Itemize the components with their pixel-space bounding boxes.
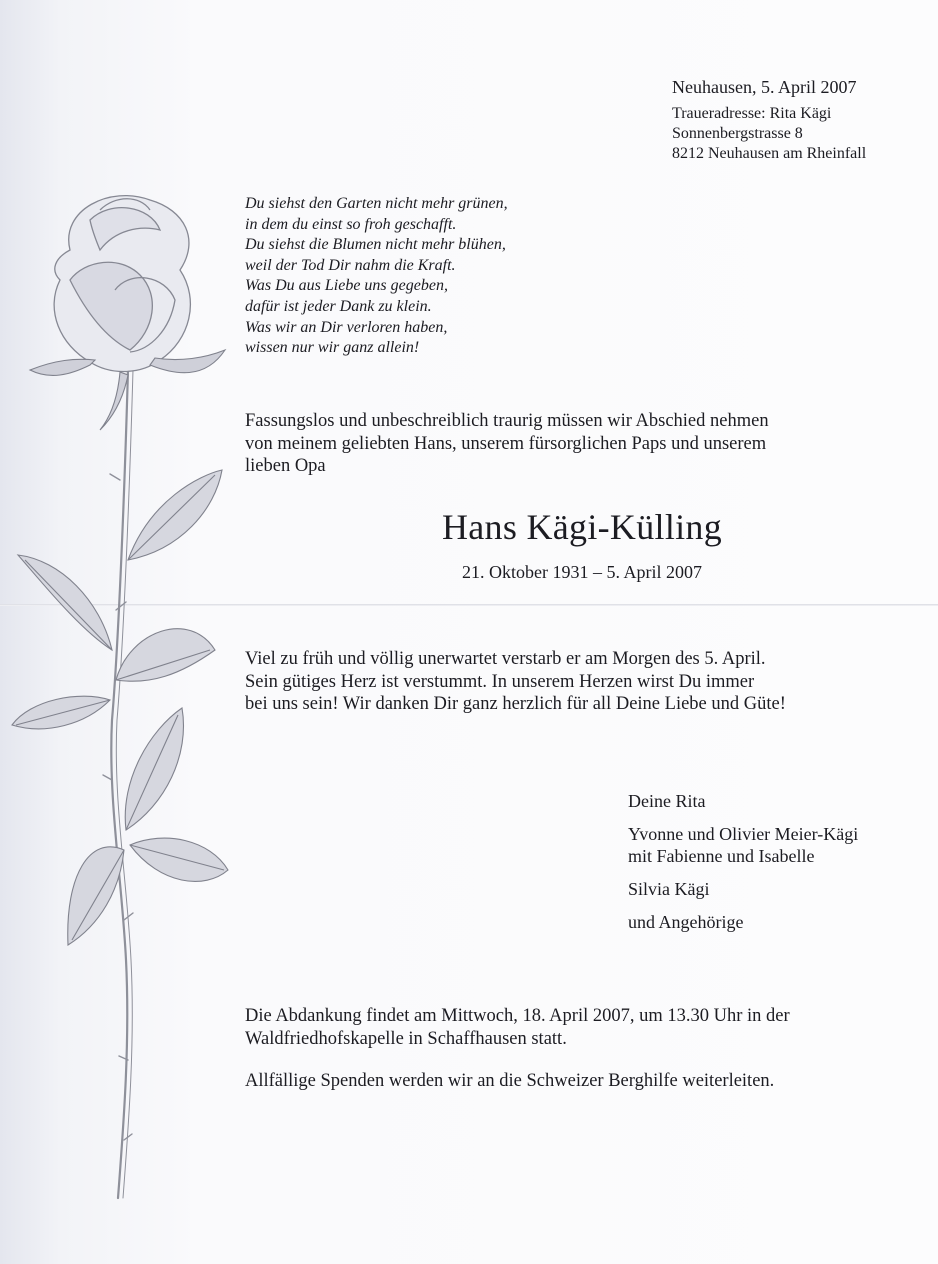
mourner-group xyxy=(628,790,928,812)
poem-line: dafür ist jeder Dank zu klein. xyxy=(245,297,432,315)
address-line: Sonnenbergstrasse 8 xyxy=(672,125,803,142)
donation-note: Allfällige Spenden werden wir an die Schweizer Berghilfe weiterleiten. xyxy=(245,1071,775,1091)
life-dates: 21. Oktober 1931 – 5. April 2007 xyxy=(462,562,702,582)
header-block xyxy=(672,76,932,164)
service-info xyxy=(245,1005,935,1050)
poem-line: Du siehst den Garten nicht mehr grünen, xyxy=(245,195,508,212)
mourner-name: mit Fabienne und Isabelle xyxy=(628,846,815,866)
poem-line: in dem du einst so froh geschafft. xyxy=(245,215,457,233)
service-line: Die Abdankung findet am Mittwoch, 18. April 2007, um 13.30 Uhr in der xyxy=(245,1006,790,1026)
body-line: Viel zu früh und völlig unerwartet verstarb er am Morgen des 5. April. xyxy=(245,649,766,669)
intro-line: Fassungslos und unbeschreiblich traurig müssen wir Abschied nehmen xyxy=(245,411,769,431)
mourner-name: Deine Rita xyxy=(628,791,706,811)
poem-line: Was Du aus Liebe uns gegeben, xyxy=(245,277,448,295)
poem-line: weil der Tod Dir nahm die Kraft. xyxy=(245,256,456,274)
poem-line: Du siehst die Blumen nicht mehr blühen, xyxy=(245,236,506,254)
intro-line: von meinem geliebten Hans, unserem fürsorglichen Paps und unserem xyxy=(245,433,767,454)
intro-paragraph xyxy=(245,410,925,478)
mourner-group xyxy=(628,878,928,900)
place-date: Neuhausen, 5. April 2007 xyxy=(672,77,857,97)
body-paragraph xyxy=(245,648,935,716)
mourning-address xyxy=(672,104,932,164)
service-line: Waldfriedhofskapelle in Schaffhausen statt. xyxy=(245,1028,567,1049)
poem xyxy=(245,194,665,359)
intro-line: lieben Opa xyxy=(245,456,326,476)
mourners-list xyxy=(628,790,928,944)
poem-line: wissen nur wir ganz allein! xyxy=(245,339,420,357)
mourner-name: und Angehörige xyxy=(628,912,744,932)
rose-icon xyxy=(0,180,240,1210)
mourner-name: Yvonne und Olivier Meier-Kägi xyxy=(628,824,859,844)
poem-line: Was wir an Dir verloren haben, xyxy=(245,318,448,336)
address-line: 8212 Neuhausen am Rheinfall xyxy=(672,145,867,162)
address-line: Traueradresse: Rita Kägi xyxy=(672,105,832,122)
body-line: Sein gütiges Herz ist verstummt. In unserem Herzen wirst Du immer xyxy=(245,671,755,692)
mourner-group xyxy=(628,823,928,867)
mourner-name: Silvia Kägi xyxy=(628,879,710,899)
body-line: bei uns sein! Wir danken Dir ganz herzlich für all Deine Liebe und Güte! xyxy=(245,694,786,714)
deceased-name: Hans Kägi-Külling xyxy=(441,507,723,547)
mourner-group xyxy=(628,911,928,933)
